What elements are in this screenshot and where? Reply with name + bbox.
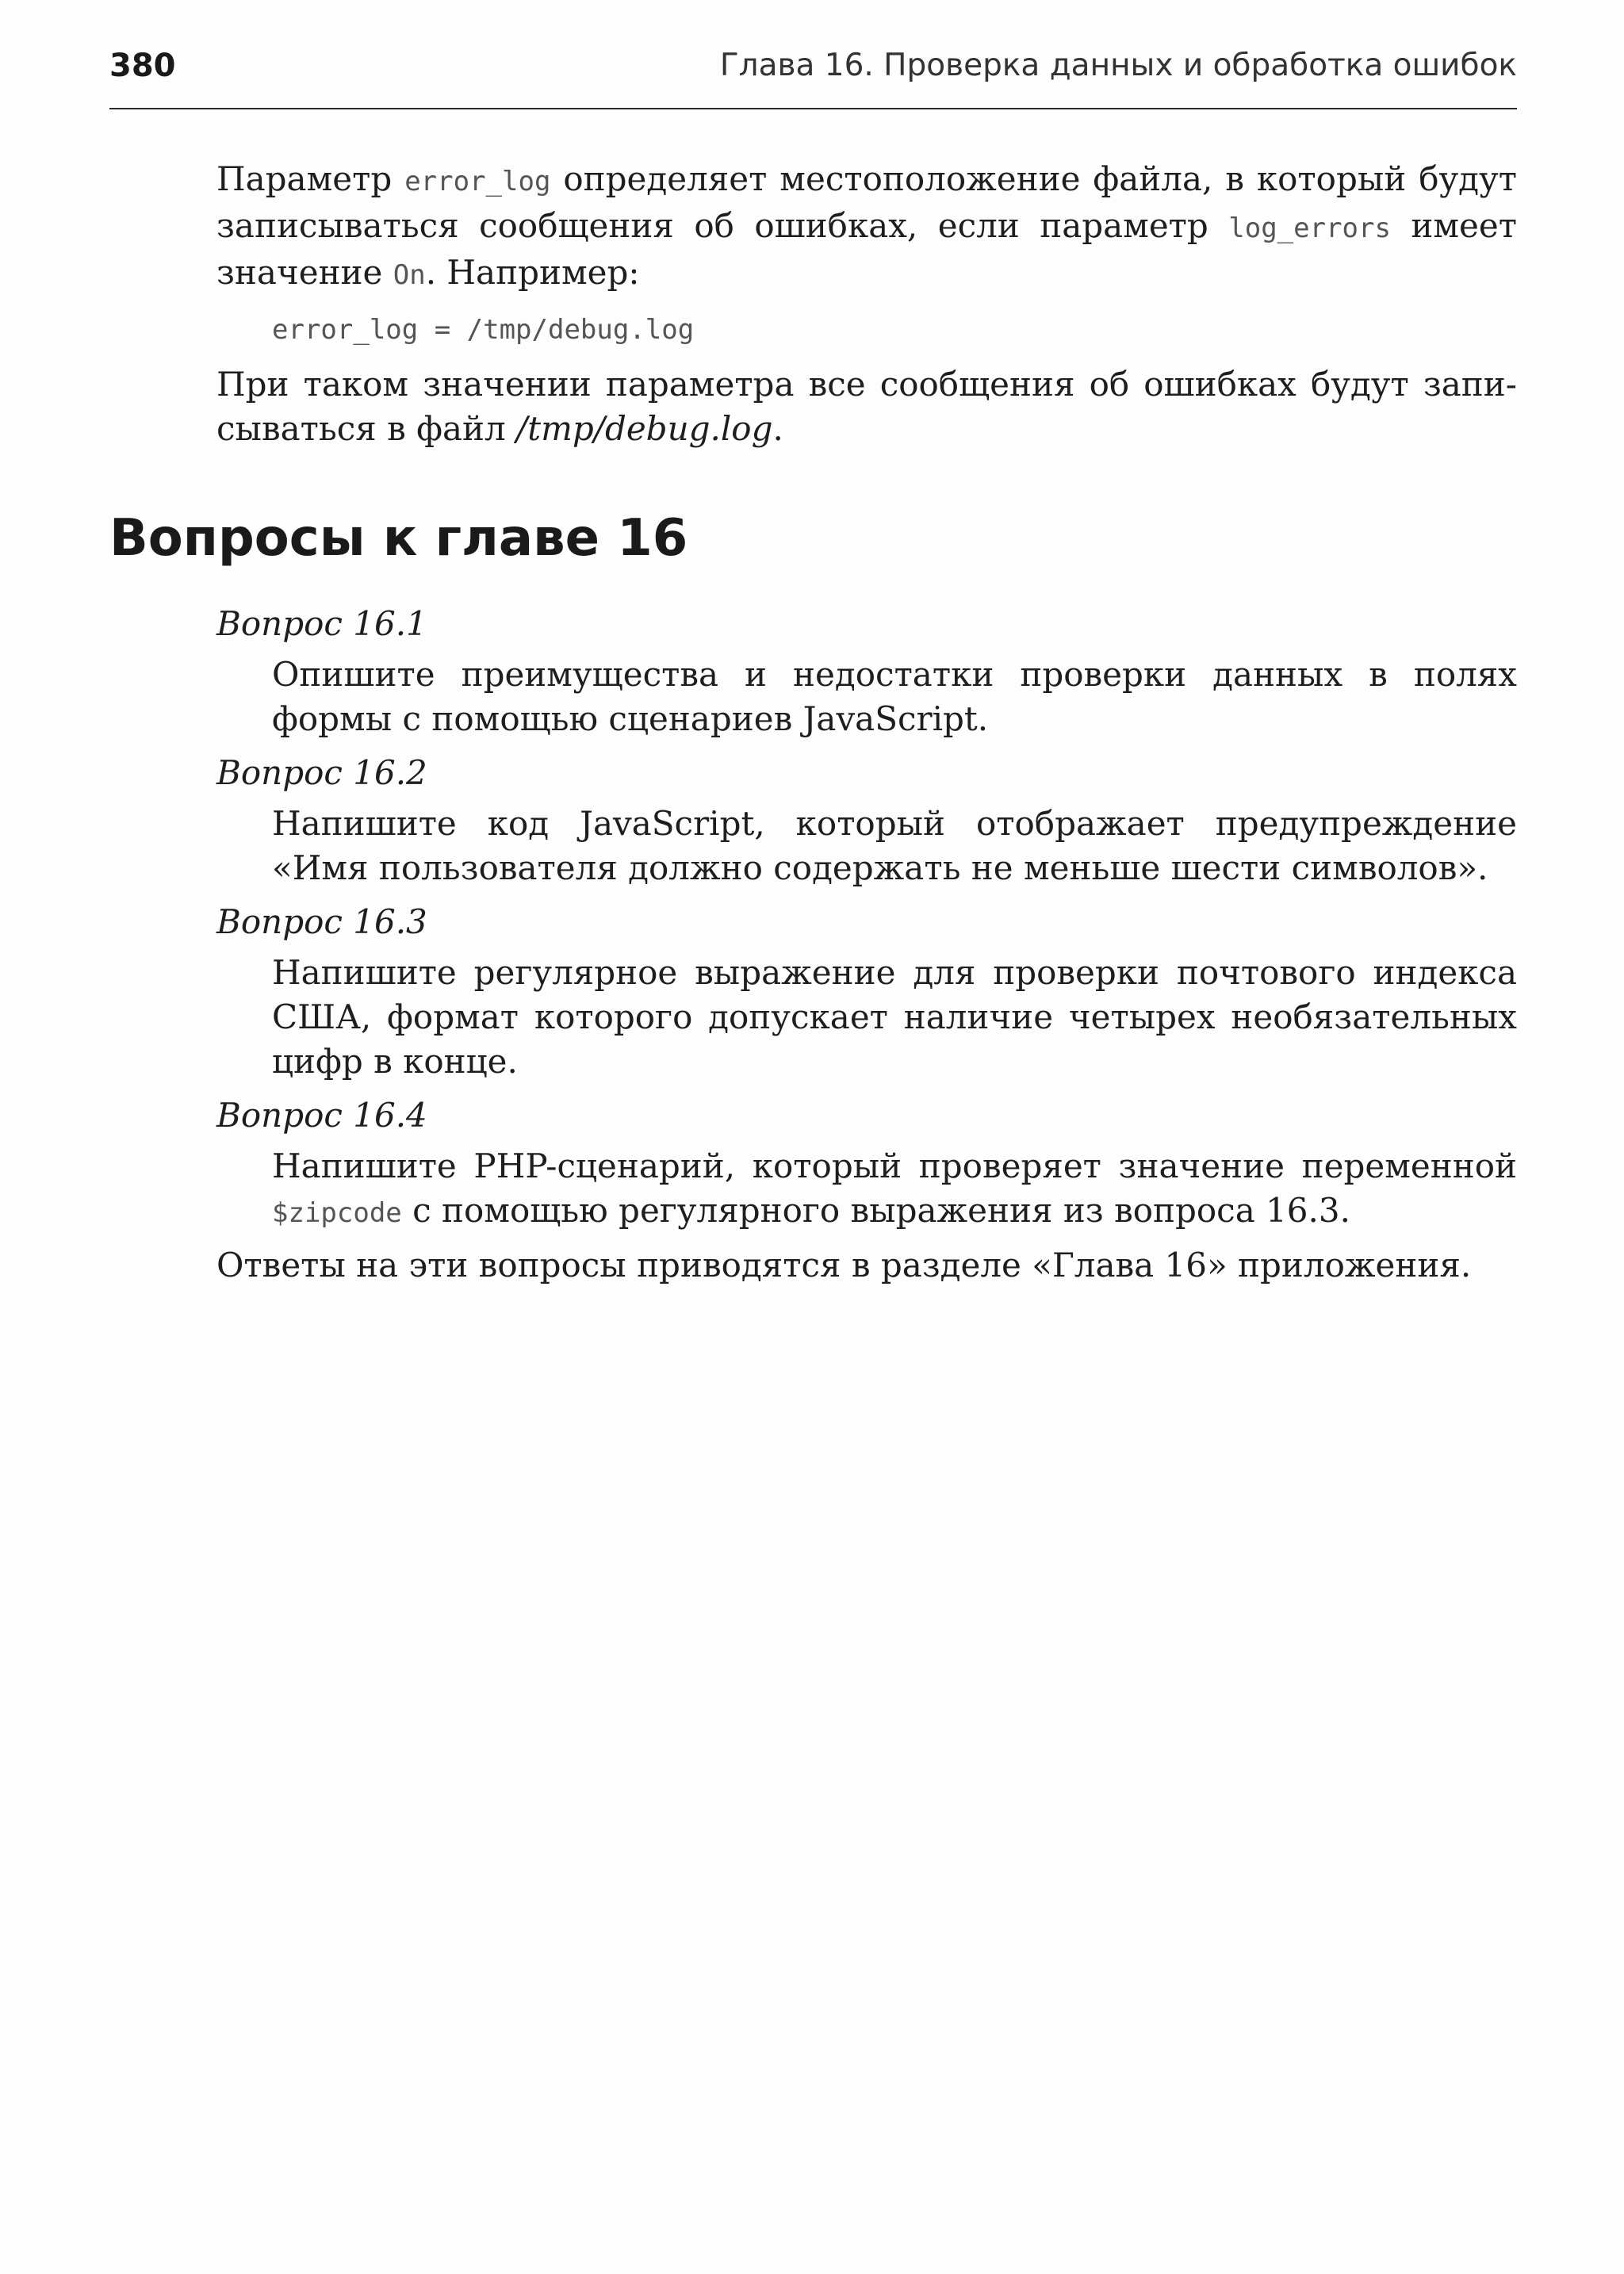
question-label: Вопрос 16.2 <box>216 753 427 792</box>
question-text: Опишите преимущества и недостатки проверки данных в полях формы с помощью сценариев JavaScript. <box>272 655 1517 738</box>
text-run: имеет значение <box>216 206 1517 292</box>
text-run: с помощью регулярного выражения из вопроса 16.3. <box>401 1191 1350 1230</box>
text-run: Параметр <box>216 159 405 198</box>
page-content <box>109 157 1517 1288</box>
text-run: . Например: <box>425 253 640 292</box>
page-number: 380 <box>109 48 176 84</box>
text-run: определяет местоположение файла, в который будут записываться сообщения об ошибках, если параметр <box>216 159 1517 245</box>
section-title: Вопросы к главе 16 <box>109 509 688 568</box>
code-example: error_log = /tmp/debug.log <box>272 314 695 346</box>
answers-note: Ответы на эти вопросы приводятся в разделе «Глава 16» приложения. <box>216 1246 1472 1284</box>
question-label: Вопрос 16.1 <box>216 604 427 643</box>
file-path: /tmp/debug.log <box>516 409 773 448</box>
inline-code-on: On <box>393 259 426 291</box>
intro-paragraph-debug-log <box>216 362 1517 451</box>
question-label: Вопрос 16.3 <box>216 902 427 941</box>
text-run: При таком значении параметра все сообщения об ошибках будут записываться в файл <box>216 365 1517 448</box>
question-text: Напишите регулярное выражение для проверки почтового индекса США, формат которого допускает наличие четырех необязательных цифр в конце. <box>272 953 1517 1081</box>
text-run: Напишите PHP-сценарий, который проверяет значение переменной <box>272 1147 1517 1185</box>
inline-code-log-errors: log_errors <box>1228 212 1391 244</box>
question-text: Напишите код JavaScript, который отображает предупреждение «Имя пользователя должно содержать не меньше шести символов». <box>272 804 1517 887</box>
inline-code-error-log: error_log <box>404 166 551 197</box>
question-text <box>272 1144 1517 1235</box>
text-run: . <box>772 409 783 448</box>
intro-paragraph-error-log <box>216 157 1517 297</box>
page-header <box>109 40 1517 109</box>
inline-code-zipcode: $zipcode <box>272 1197 402 1229</box>
question-label: Вопрос 16.4 <box>216 1096 427 1135</box>
running-title: Глава 16. Проверка данных и обработка ошибок <box>719 48 1517 83</box>
